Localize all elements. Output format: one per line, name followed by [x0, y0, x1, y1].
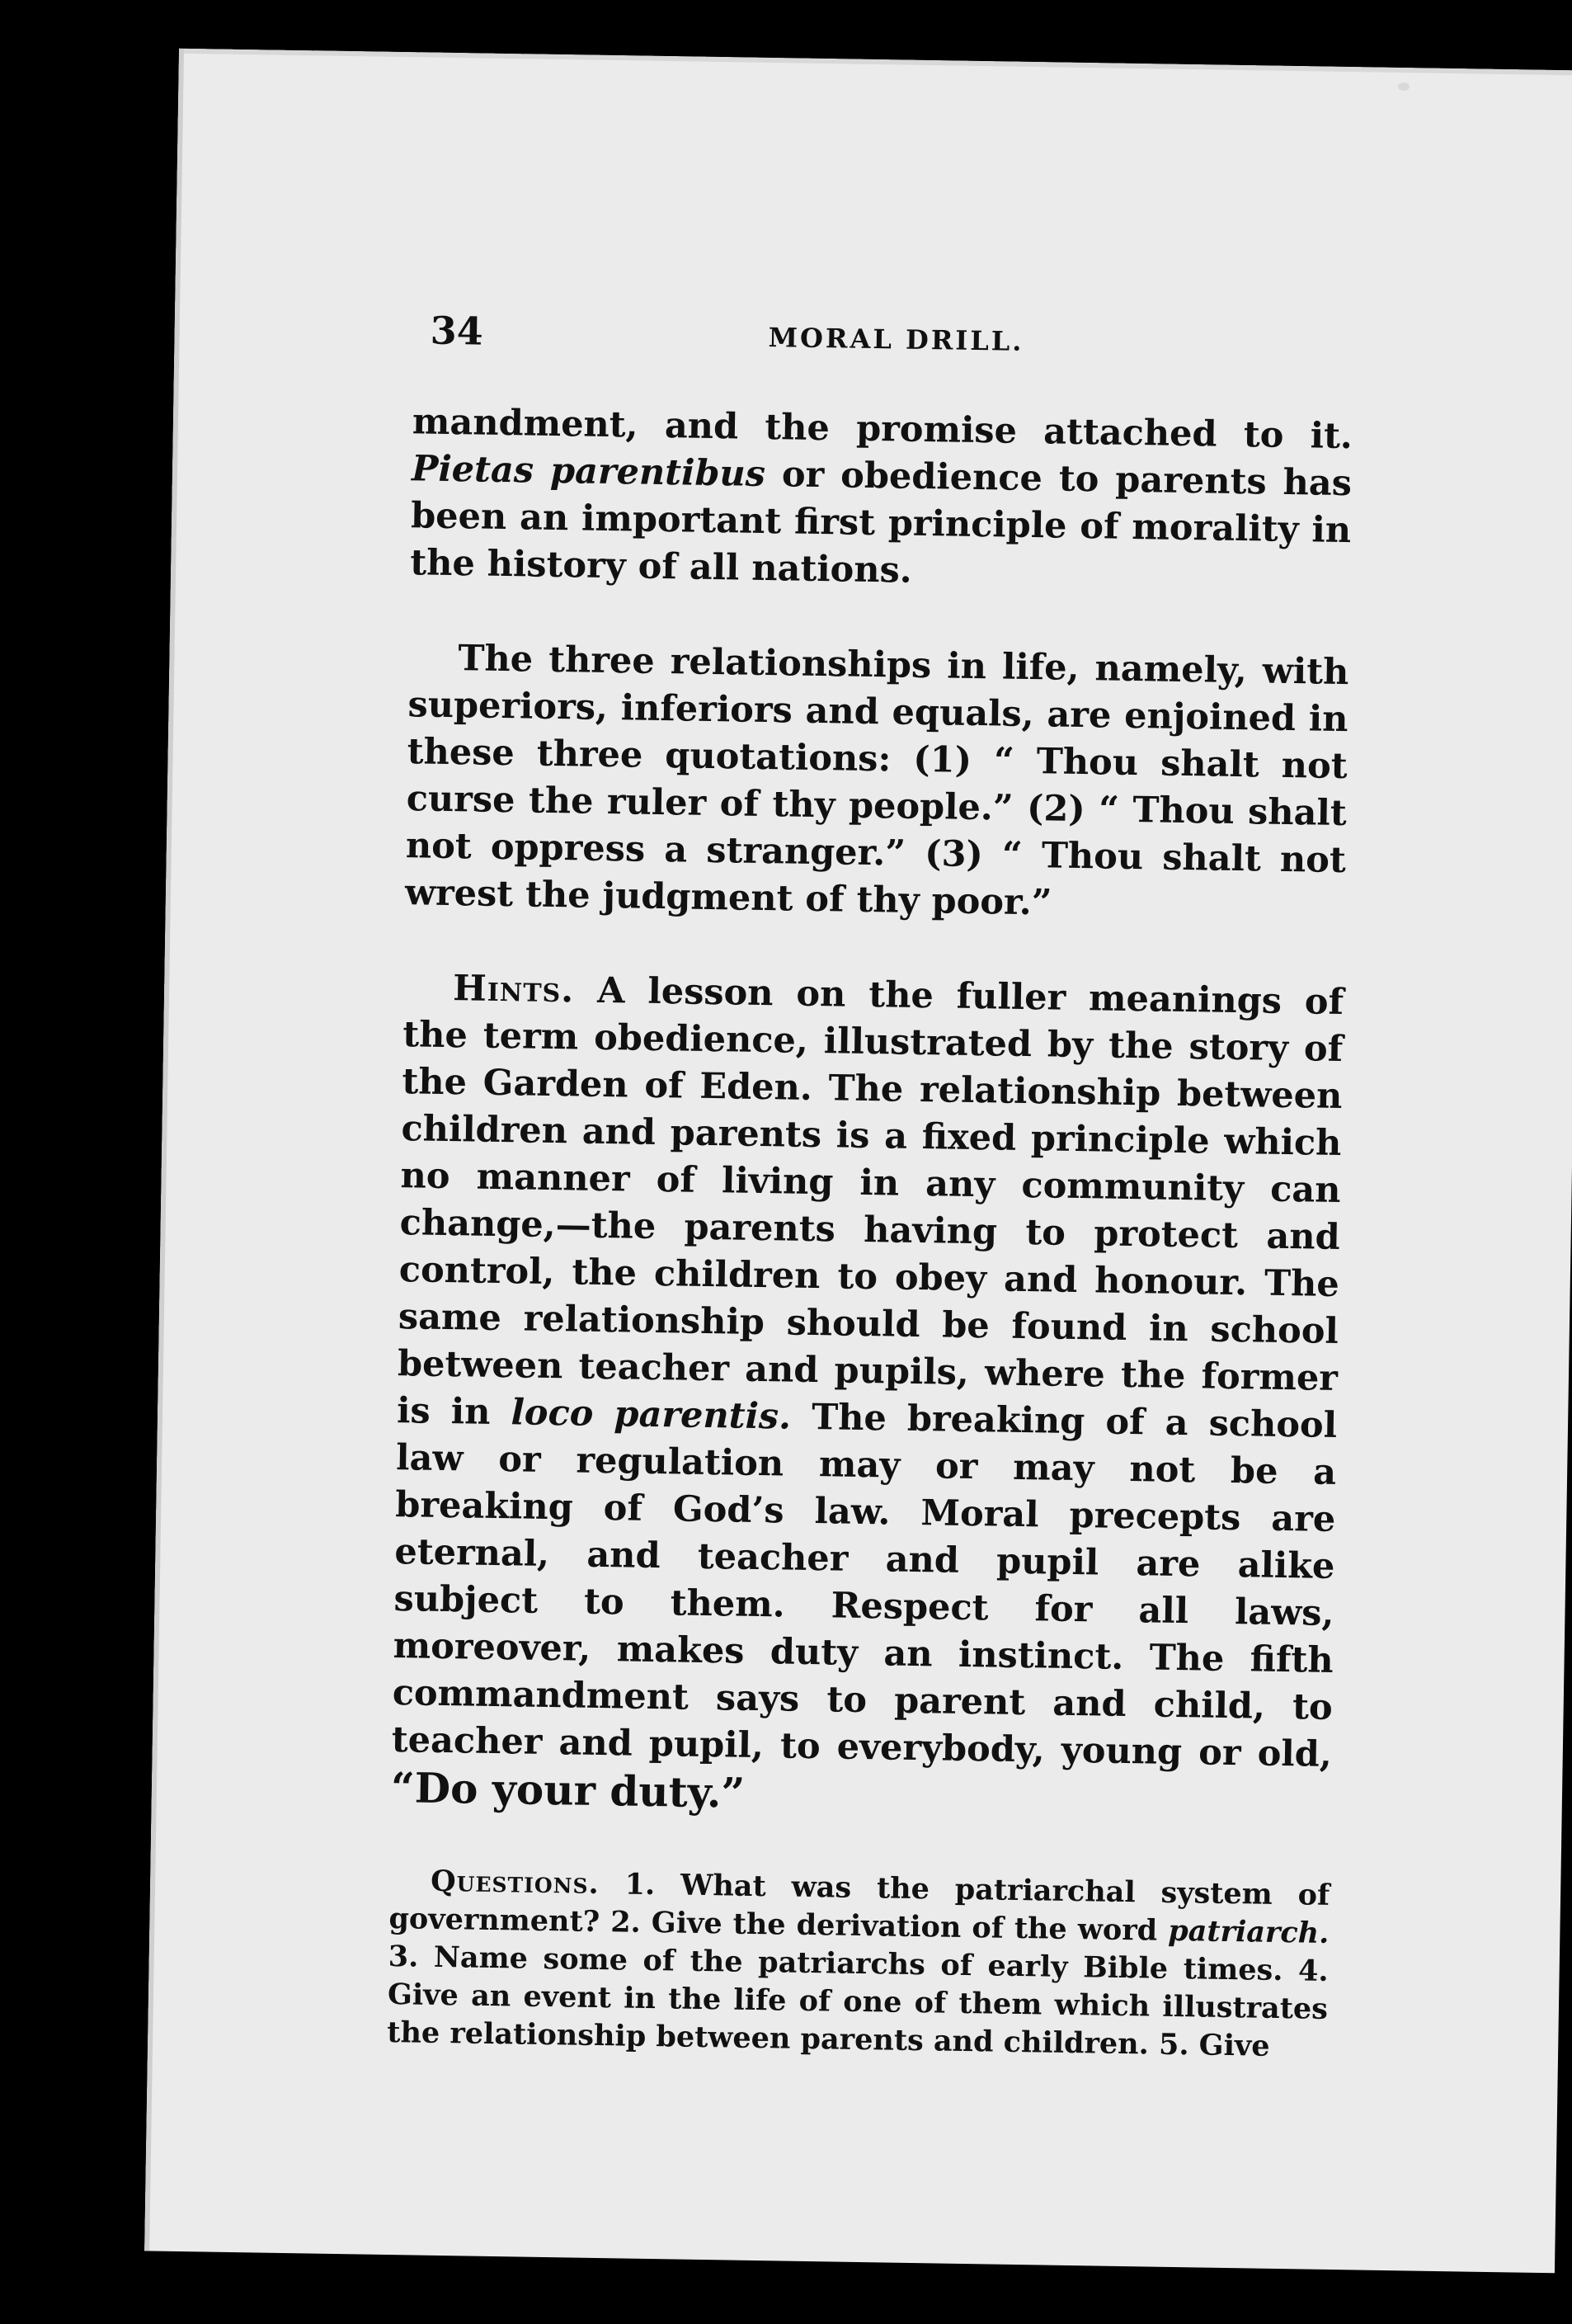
running-title: MORAL DRILL. [768, 322, 1024, 357]
paragraph-1-text-b: or obedience to parents has been an important first principle of morality in the history of all nations. [409, 453, 1353, 592]
questions-text-a: 1. What was the patriarchal system of government? 2. Give the derivation of the word [388, 1867, 1330, 1948]
paragraph-1-text-a: mandment, and the promise attached to it. [412, 401, 1353, 458]
hints-text-a: A lesson on the fuller meanings of the term obedience, illustrated by the story of the Garden of Eden. The relationship between children and parents is a fixed principle which no manner of living in any community can change,—the parents having to protect and control, the children to obey and honour. The same relationship should be found in school between teacher and pupils, where the former is in [396, 969, 1344, 1434]
questions-text-b: 3. Name some of the patriarchs of early Bible times. 4. Give an event in the life of one of them which illustrates the relationship between parents and children. 5. Give [387, 1940, 1329, 2063]
questions-label: Questions. [430, 1864, 600, 1902]
hints-emphasis: “Do your duty.” [390, 1763, 746, 1817]
questions-paragraph [387, 1862, 1330, 2067]
page-header [430, 309, 1536, 375]
hints-text-b: The breaking of a school law or regulation may or may not be a breaking of God’s law. Moral precepts are eternal, and teacher and pupil are alike subject to them. Respect for all laws, moreover, makes duty an instinct. The fifth commandment says to parent and child, to teacher and pupil, to everybody, young or old, [391, 1396, 1338, 1775]
book-page [144, 49, 1572, 2274]
paragraph-2-text: The three relationships in life, namely, with superiors, inferiors and equals, are enjoined in these three quotations: (1) “ Thou shalt not curse the ruler of thy people.” (2) “ Thou shalt not oppress a stranger.” (3) “ Thou shalt not wrest the judgment of thy poor.” [404, 638, 1349, 924]
hints-paragraph [390, 964, 1344, 1829]
hints-label: Hints. [452, 968, 575, 1011]
paragraph-continuation [410, 398, 1353, 601]
page-body [386, 398, 1353, 2095]
scan-speck [1398, 82, 1410, 91]
word-patriarch: patriarch. [1167, 1913, 1330, 1950]
latin-phrase-pietas: Pietas parentibus [411, 448, 766, 495]
paragraph-relationships [405, 634, 1349, 931]
page-number: 34 [430, 308, 484, 354]
latin-phrase-loco-parentis: loco parentis. [511, 1392, 792, 1438]
